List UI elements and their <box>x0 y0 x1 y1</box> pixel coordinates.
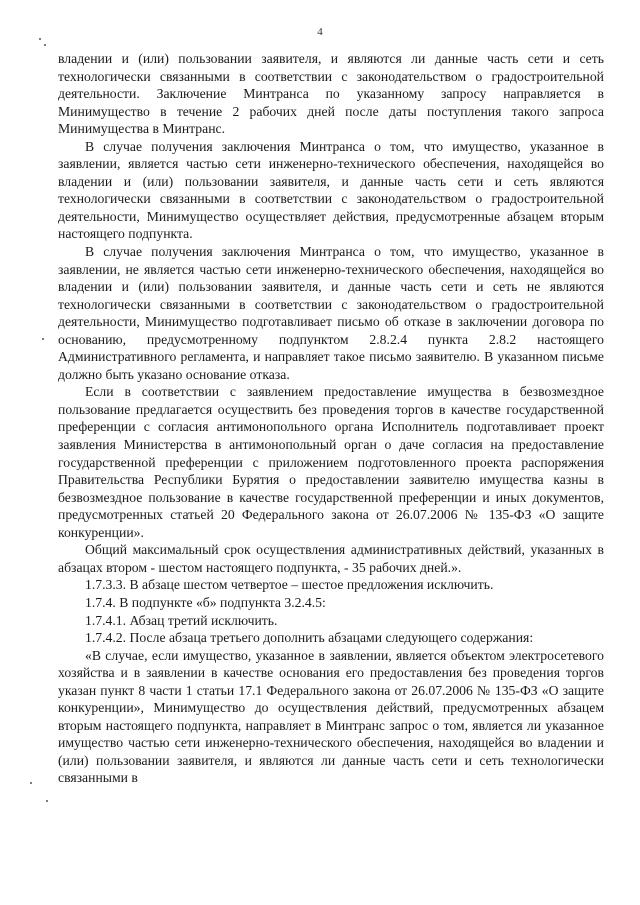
paragraph: Если в соответствии с заявлением предоставление имущества в безвозмездное пользование предлагается осуществить без проведения торгов в качестве государственной преференции с согласия антимонопольного органа Исполнитель подготавливает проект заявления Министерства в антимонопольный орган о даче согласия на предоставление государственной преференции с приложением подготовленного проекта распоряжения Правительства Республики Бурятия о предоставлении заявителю имущества казны в безвозмездное пользование в качестве государственной преференции и иных документов, предусмотренных статьей 20 Федерального закона от 26.07.2006 № 135-ФЗ «О защите конкуренции». <box>58 384 604 540</box>
scan-speck <box>42 338 44 340</box>
paragraph: владении и (или) пользовании заявителя, и являются ли данные часть сети и сеть технологически связанными в соответствии с законодательством о градостроительной деятельности. Заключение Минтранса по указанному запросу направляется в Минимущество в течение 2 рабочих дней после даты поступления такого запроса Минимущества в Минтранс. <box>58 51 604 137</box>
paragraph: 1.7.4.1. Абзац третий исключить. <box>85 612 278 628</box>
scan-speck <box>30 782 32 784</box>
paragraph: 1.7.4.2. После абзаца третьего дополнить абзацами следующего содержания: <box>85 630 534 646</box>
paragraph: 1.7.4. В подпункте «б» подпункта 3.2.4.5: <box>85 594 326 610</box>
scan-speck <box>39 38 41 40</box>
document-body <box>58 50 604 787</box>
paragraph: В случае получения заключения Минтранса о том, что имущество, указанное в заявлении, не является частью сети инженерно-технического обеспечения, находящейся во владении и (или) пользовании заявителя, и данные часть сети и сеть не являются технологически связанными в соответствии с законодательством о градостроительной деятельности, Минимущество подготавливает письмо об отказе в заключении договора по основанию, предусмотренному подпунктом 2.8.2.4 пункта 2.8.2 настоящего Административного регламента, и направляет такое письмо заявителю. В указанном письме должно быть указано основание отказа. <box>58 244 604 382</box>
paragraph: 1.7.3.3. В абзаце шестом четвертое – шестое предложения исключить. <box>85 577 494 593</box>
page-number: 4 <box>317 26 323 38</box>
scan-speck <box>44 44 46 46</box>
scan-speck <box>46 800 48 802</box>
paragraph: Общий максимальный срок осуществления административных действий, указанных в абзацах втором - шестом настоящего подпункта, - 35 рабочих дней.». <box>58 542 604 575</box>
paragraph: «В случае, если имущество, указанное в заявлении, является объектом электросетевого хозяйства и в заявлении в качестве основания его предоставления без проведения торгов указан пункт 8 части 1 статьи 17.1 Федерального закона от 26.07.2006 № 135-ФЗ «О защите конкуренции», Минимущество до осуществления действий, предусмотренных абзацем вторым настоящего подпункта, направляет в Минтранс запрос о том, является ли указанное имущество частью сети инженерно-технического обеспечения, находящейся во владении и (или) пользовании заявителя, и являются ли данные часть сети и сеть технологически связанными в <box>58 647 604 786</box>
paragraph: В случае получения заключения Минтранса о том, что имущество, указанное в заявлении, является частью сети инженерно-технического обеспечения, находящейся во владении и (или) пользовании заявителя, и данные часть сети и сеть являются технологически связанными в соответствии с законодательством о градостроительной деятельности, Минимущество осуществляет действия, предусмотренные абзацем вторым настоящего подпункта. <box>58 138 604 242</box>
